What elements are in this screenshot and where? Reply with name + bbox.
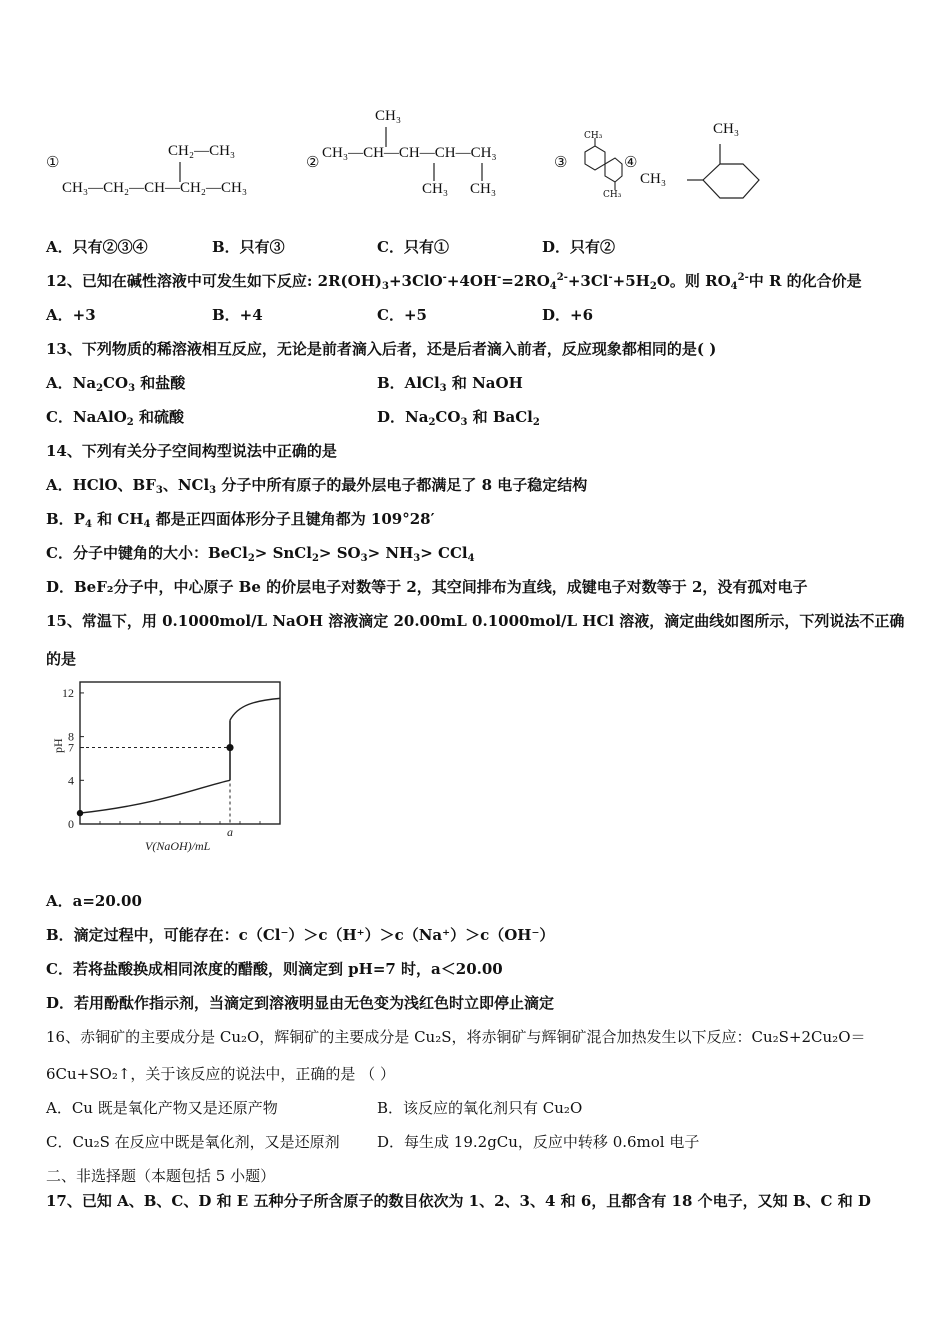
q16-option-c[interactable]: C．Cu₂S 在反应中既是氧化剂，又是还原剂: [46, 1133, 340, 1151]
q15-option-d[interactable]: D．若用酚酞作指示剂，当滴定到溶液明显由无色变为浅红色时立即停止滴定: [46, 994, 555, 1012]
cyclohexane-ring-icon: [675, 138, 765, 208]
y-tick-label: 4: [68, 773, 74, 788]
structure-2-bond-top: [384, 127, 388, 147]
structure-4-number: ④: [624, 155, 638, 171]
y-tick-label: 7: [68, 740, 74, 755]
structure-4-left-methyl: CH₃: [640, 171, 667, 187]
q16-stem-line-2: 6Cu+SO₂↑，关于该反应的说法中，正确的是 （ ）: [46, 1065, 395, 1083]
structure-1-branch: CH₂—CH₃: [168, 143, 236, 159]
q12-stem: 12、已知在碱性溶液中可发生如下反应: $2R(OH)_3+3ClO^-+4OH^-=2RO_4^{2-}+3Cl^-+5H_2O$。则 $RO_4^{2-}$中 R 的化合价是: [46, 272, 862, 292]
q11-option-a[interactable]: A．只有②③④: [46, 238, 148, 256]
q15-option-c[interactable]: C．若将盐酸换成相同浓度的醋酸，则滴定到 pH=7 时，a＜20.00: [46, 960, 503, 978]
q12-option-c[interactable]: C．+5: [377, 306, 427, 324]
q15-stem-line-2: 的是: [46, 650, 77, 668]
q13-option-a[interactable]: A．$Na_2CO_3$ 和盐酸: [46, 374, 186, 394]
q16-option-d[interactable]: D．每生成 19.2gCu，反应中转移 0.6mol 电子: [377, 1133, 700, 1151]
y-tick-label: 0: [68, 817, 74, 831]
x-axis-label: V(NaOH)/mL: [145, 839, 211, 853]
titration-curve-before: [80, 780, 230, 813]
equivalence-point: [226, 744, 233, 751]
y-axis-label: pH: [51, 738, 65, 753]
q14-option-c[interactable]: C．分子中键角的大小：BeCl$_2$> SnCl$_2$> $SO_3> NH_3> CCl_4$: [46, 544, 475, 564]
x-tick-label-a: a: [227, 825, 233, 839]
structure-2-bottom-methyl-1: CH₃: [422, 181, 449, 197]
q14-option-d[interactable]: D．BeF₂分子中，中心原子 Be 的价层电子对数等于 2，其空间排布为直线，成键电子对数等于 2，没有孤对电子: [46, 578, 808, 596]
y-tick-label: 8: [68, 729, 74, 744]
q13-option-d[interactable]: D．$Na_2CO_3$ 和 BaCl$_2$: [377, 408, 540, 428]
q13-stem: 13、下列物质的稀溶液相互反应，无论是前者滴入后者，还是后者滴入前者，反应现象都相同的是( ): [46, 340, 717, 358]
structure-1-chain: CH₃—CH₂—CH—CH₂—CH₃: [62, 180, 248, 196]
q11-option-b[interactable]: B．只有③: [212, 238, 285, 256]
start-point: [77, 810, 83, 816]
structure-3-bottom-methyl: CH₃: [603, 190, 622, 200]
q17-stem: 17、已知 A、B、C、D 和 E 五种分子所含原子的数目依次为 1、2、3、4 和 6，且都含有 18 个电子，又知 B、C 和 D: [46, 1192, 871, 1210]
structure-2-top-methyl: CH₃: [375, 108, 402, 124]
q15-option-b[interactable]: B．滴定过程中，可能存在：c（Cl⁻）＞c（H⁺）＞c（Na⁺）＞c（OH⁻）: [46, 926, 555, 944]
q16-stem-line-1: 16、赤铜矿的主要成分是 Cu₂O，辉铜矿的主要成分是 Cu₂S，将赤铜矿与辉铜矿混合加热发生以下反应：Cu₂S+2Cu₂O＝: [46, 1028, 866, 1046]
q13-option-b[interactable]: B．AlCl$_3$ 和 NaOH: [377, 374, 523, 394]
y-tick-label: 12: [62, 685, 74, 700]
structure-2-bond-b2: [480, 163, 484, 181]
q12-stem-prefix: 12、已知在碱性溶液中可发生如下反应:: [46, 272, 318, 290]
q14-stem: 14、下列有关分子空间构型说法中正确的是: [46, 442, 337, 460]
q16-option-a[interactable]: A．Cu 既是氧化产物又是还原产物: [46, 1099, 278, 1117]
structure-3-number: ③: [554, 155, 568, 171]
structure-2-bottom-methyl-2: CH₃: [470, 181, 497, 197]
q11-option-c[interactable]: C．只有①: [377, 238, 449, 256]
titration-chart: [40, 672, 300, 862]
q15-option-a[interactable]: A．a=20.00: [46, 892, 142, 910]
q15-stem-line-1: 15、常温下，用 0.1000mol/L NaOH 溶液滴定 20.00mL 0.1000mol/L HCl 溶液，滴定曲线如图所示，下列说法不正确: [46, 612, 905, 630]
structure-1-number: ①: [46, 155, 60, 171]
q12-option-a[interactable]: A．+3: [46, 306, 96, 324]
structure-1-bond: [178, 162, 182, 182]
structure-4-top-methyl: CH₃: [713, 121, 740, 137]
structure-3-top-methyl: CH₃: [584, 131, 603, 141]
section-2-title: 二、非选择题（本题包括 5 小题）: [46, 1167, 276, 1185]
q13-option-c[interactable]: C．NaAlO$_2$ 和硫酸: [46, 408, 184, 428]
q14-option-b[interactable]: B．$P_4$ 和 $CH_4$ 都是正四面体形分子且键角都为 109°28′: [46, 510, 435, 530]
q14-option-a[interactable]: A．HClO、$BF_3$、NCl$_3$ 分子中所有原子的最外层电子都满足了 8 电子稳定结构: [46, 476, 588, 496]
structure-2-chain: CH₃—CH—CH—CH—CH₃: [322, 145, 497, 161]
q16-option-b[interactable]: B．该反应的氧化剂只有 Cu₂O: [377, 1099, 583, 1117]
structure-2-number: ②: [306, 155, 320, 171]
titration-curve-after: [230, 698, 280, 720]
structure-2-bond-b1: [432, 163, 436, 181]
q12-option-d[interactable]: D．+6: [542, 306, 594, 324]
q11-option-d[interactable]: D．只有②: [542, 238, 616, 256]
q12-option-b[interactable]: B．+4: [212, 306, 263, 324]
